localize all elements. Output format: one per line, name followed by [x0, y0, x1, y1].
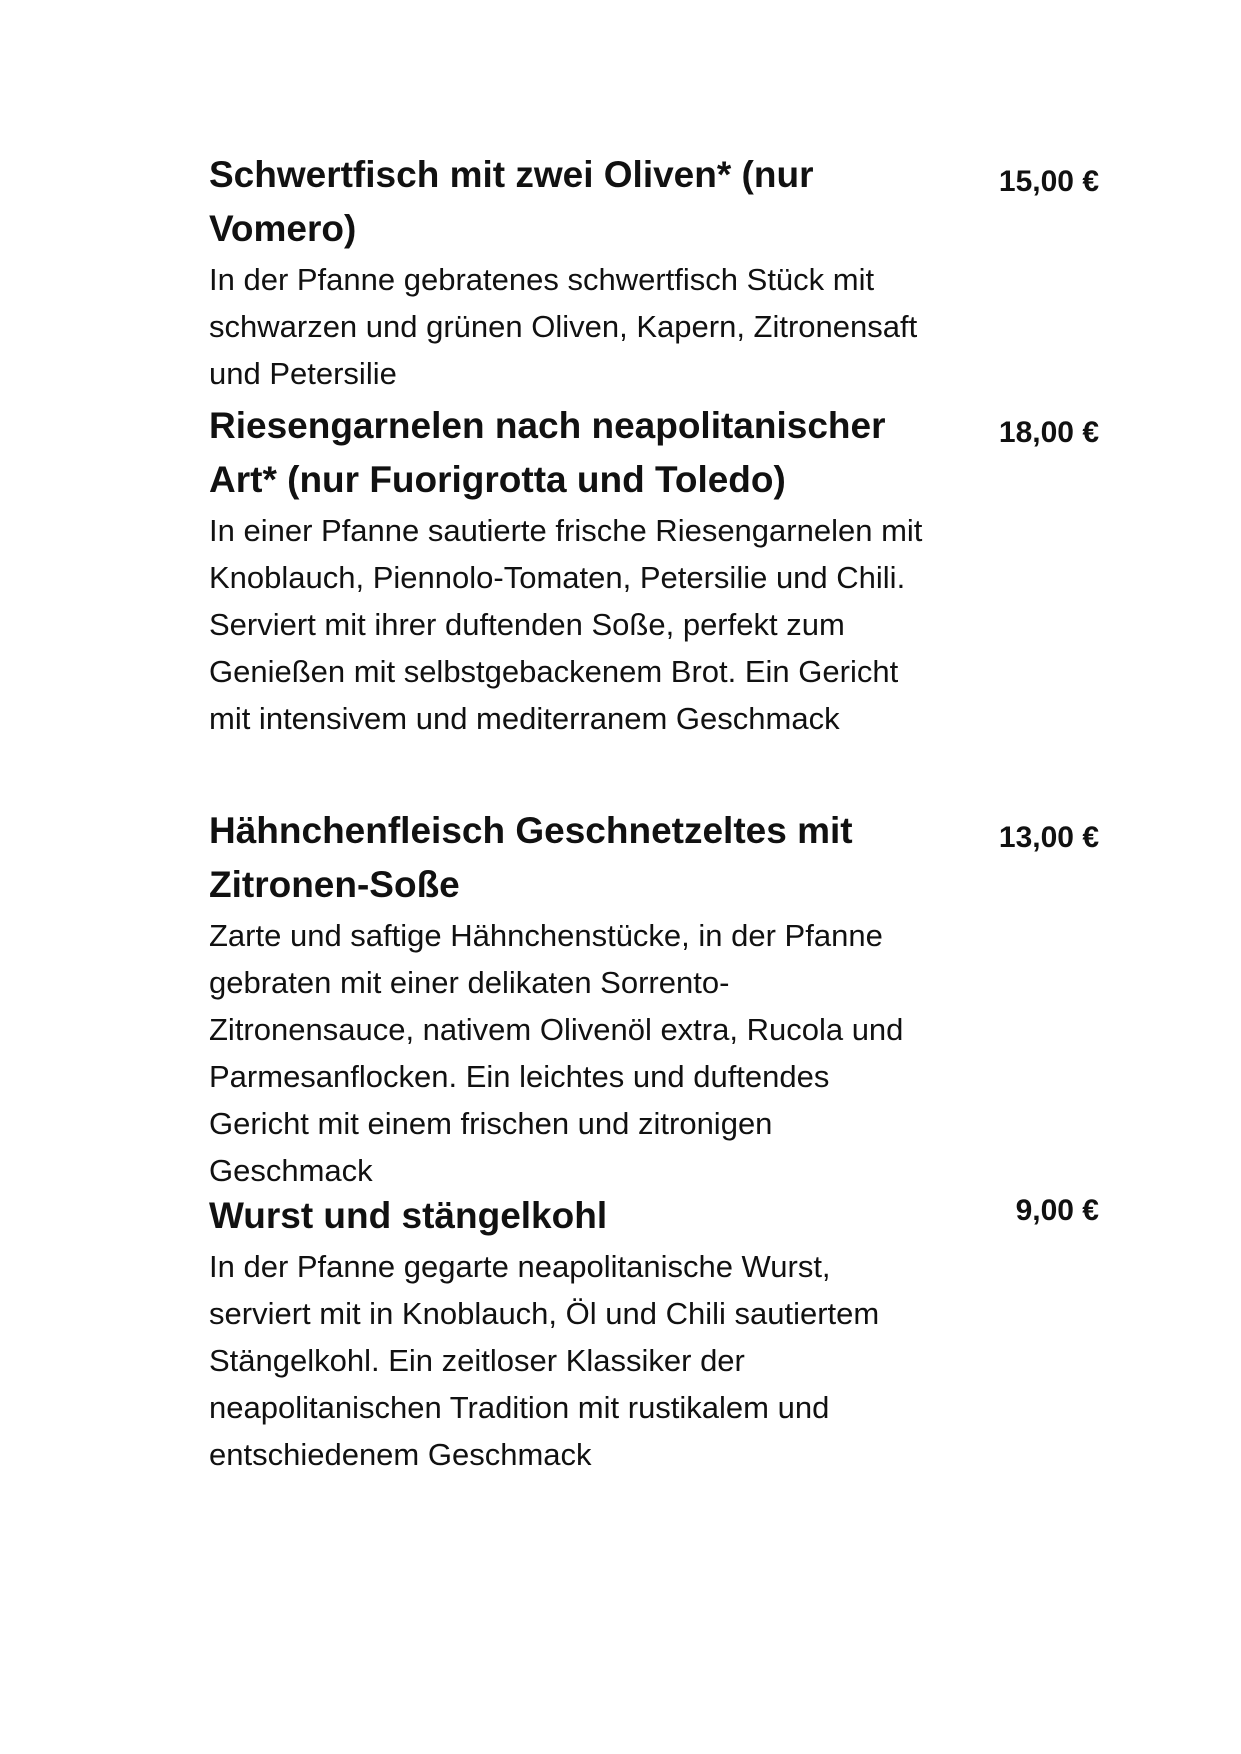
dish-description: In der Pfanne gebratenes schwertfisch Stück mit schwarzen und grünen Oliven, Kapern, Zitronensaft und Petersilie — [209, 262, 918, 391]
menu-item — [209, 148, 1169, 397]
dish-title: Wurst und stängelkohl — [209, 1195, 608, 1236]
dish-price: 9,00 € — [1015, 1194, 1099, 1227]
dish-price: 13,00 € — [998, 821, 1099, 854]
dish-price: 18,00 € — [998, 416, 1099, 449]
dish-description: In der Pfanne gegarte neapolitanische Wurst, serviert mit in Knoblauch, Öl und Chili sautiertem Stängelkohl. Ein zeitloser Klassiker der neapolitanischen Tradition mit rustikalem und entschiedenem Geschmack — [209, 1249, 880, 1472]
menu-item — [209, 804, 1169, 1194]
dish-title: Schwertfisch mit zwei Oliven* (nur Vomero) — [209, 154, 814, 249]
dish-title: Hähnchenfleisch Geschnetzeltes mit Zitronen-Soße — [209, 810, 853, 905]
dish-price: 15,00 € — [998, 165, 1099, 198]
dish-title: Riesengarnelen nach neapolitanischer Art* (nur Fuorigrotta und Toledo) — [209, 405, 886, 500]
dish-description: Zarte und saftige Hähnchenstücke, in der Pfanne gebraten mit einer delikaten Sorrento-Zitronensauce, nativem Olivenöl extra, Rucola und Parmesanflocken. Ein leichtes und duftendes Gericht mit einem frischen und zitronigen Geschmack — [209, 918, 904, 1188]
dish-description: In einer Pfanne sautierte frische Riesengarnelen mit Knoblauch, Piennolo-Tomaten, Petersilie und Chili. Serviert mit ihrer duftenden Soße, perfekt zum Genießen mit selbstgebackenem Brot. Ein Gericht mit intensivem und mediterranem Geschmack — [209, 513, 923, 736]
menu-item — [209, 399, 1169, 742]
menu-item — [209, 1189, 1169, 1478]
